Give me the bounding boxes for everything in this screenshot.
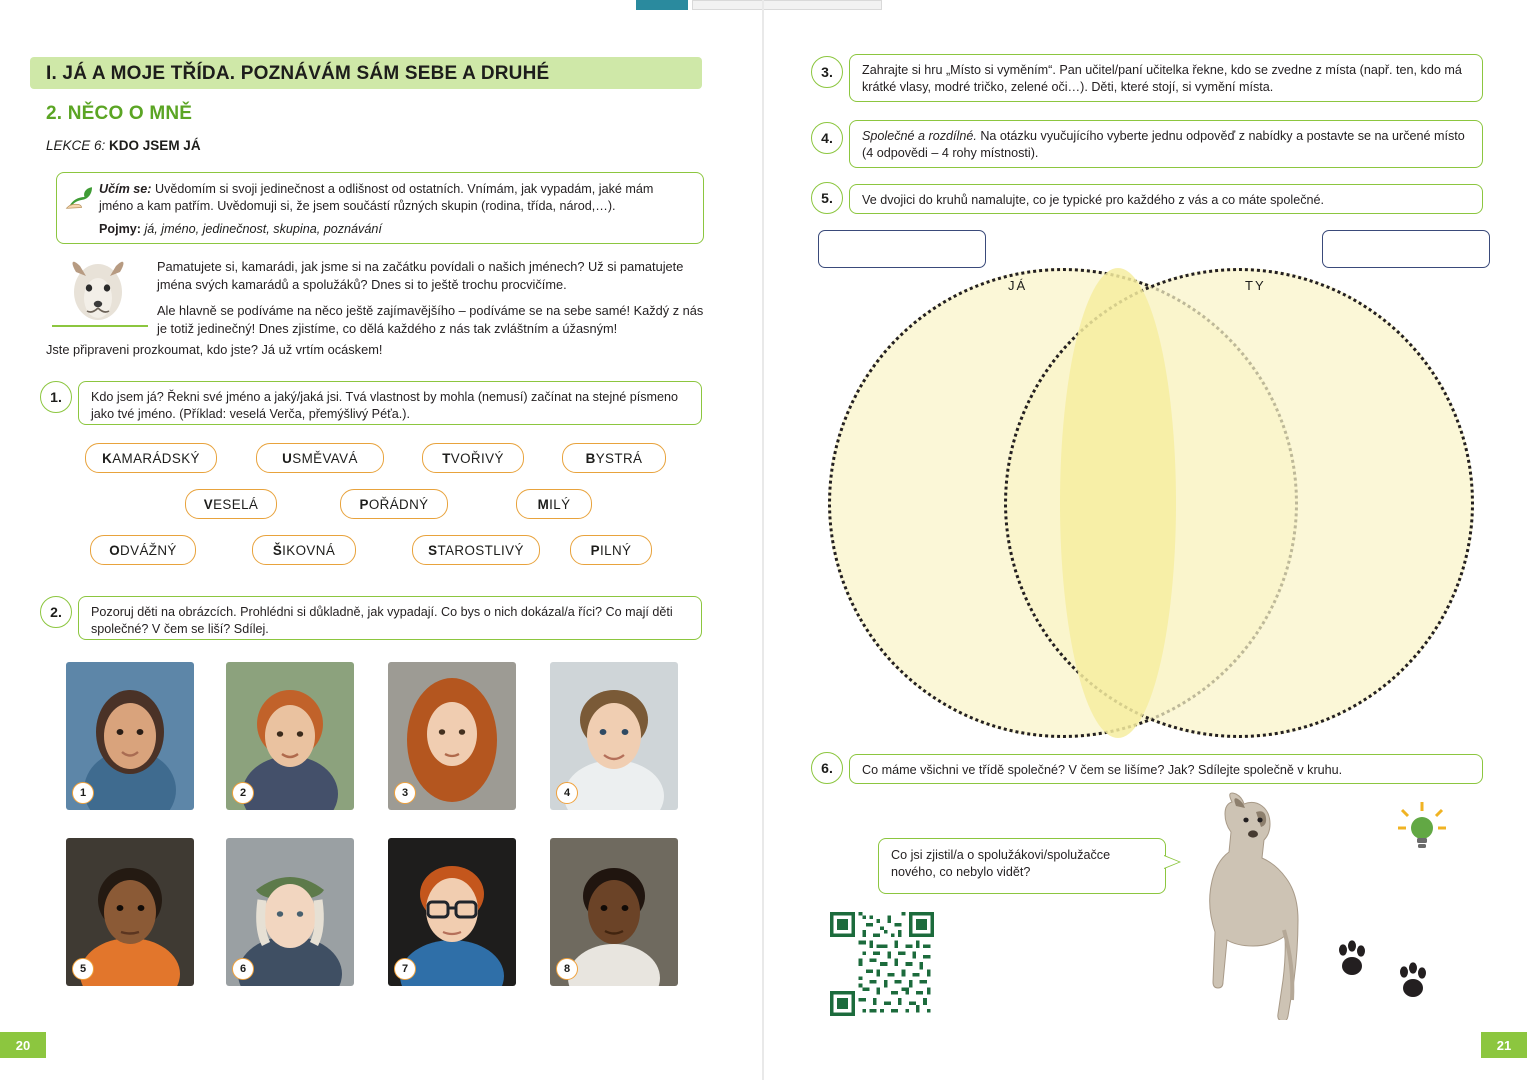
pojmy-line	[99, 222, 382, 236]
task-3-number: 3.	[811, 56, 843, 88]
bubble-text: Co jsi zjistil/a o spolužákovi/spolužačce nového, co nebylo vidět?	[891, 848, 1111, 879]
pill-rest: ILÝ	[549, 496, 571, 512]
photo-badge: 5	[72, 958, 94, 980]
word-pill-vesela[interactable]	[185, 489, 277, 519]
task-4-box	[849, 120, 1483, 168]
ucim-se-text: Uvědomím si svoji jedinečnost a odlišnost od ostatních. Vnímám, jak vypadám, jaké mám jméno a kam patřím. Uvědomuji si, že jsem součástí různých skupin (rodina, třída, národ,…).	[99, 182, 654, 213]
photo-badge: 3	[394, 782, 416, 804]
task-6-text: Co máme všichni ve třídě společné? V čem se lišíme? Jak? Sdílejte společně v kruhu.	[862, 763, 1343, 777]
child-photo-1[interactable]	[66, 662, 194, 810]
dog-mascot-icon	[56, 258, 140, 326]
pill-rest: AMARÁDSKÝ	[112, 450, 200, 466]
pill-initial: M	[537, 496, 550, 512]
venn-label-ja: JÁ	[1008, 278, 1028, 293]
word-pill-mily[interactable]	[516, 489, 592, 519]
word-pill-starostlivy[interactable]	[412, 535, 540, 565]
child-photo-8[interactable]	[550, 838, 678, 986]
pill-initial: P	[590, 542, 600, 558]
page-spine	[762, 0, 764, 1080]
page-number-right: 21	[1481, 1032, 1527, 1058]
venn-intersection	[1060, 268, 1176, 738]
task-1-box	[78, 381, 702, 425]
photo-badge: 1	[72, 782, 94, 804]
task-1-number: 1.	[40, 381, 72, 413]
venn-label-ty: TY	[1245, 278, 1266, 293]
pill-initial: O	[109, 542, 121, 558]
task-5-text: Ve dvojici do kruhů namalujte, co je typické pro každého z vás a co máte společné.	[862, 193, 1325, 207]
child-photo-5[interactable]	[66, 838, 194, 986]
photo-badge: 6	[232, 958, 254, 980]
child-photo-4[interactable]	[550, 662, 678, 810]
word-pill-poradny[interactable]	[340, 489, 448, 519]
task-2-number: 2.	[40, 596, 72, 628]
page-number-left: 20	[0, 1032, 46, 1058]
section-title: 2. NĚCO O MNĚ	[46, 103, 193, 124]
task-1-text: Kdo jsem já? Řekni své jméno a jaký/jaká jsi. Tvá vlastnost by mohla (nemusí) začínat na stejné písmeno jako tvé jméno. (Příklad: veselá Verča, přemýšlivý Péťa.).	[91, 390, 679, 421]
lesson-name: KDO JSEM JÁ	[109, 138, 201, 153]
lesson-prefix: LEKCE 6:	[46, 138, 106, 153]
chapter-title-band	[30, 57, 702, 89]
task-2-box	[78, 596, 702, 640]
pill-initial: U	[282, 450, 293, 466]
reflection-speech-bubble	[878, 838, 1166, 894]
pill-initial: S	[428, 542, 438, 558]
pill-initial: Š	[272, 542, 283, 558]
word-pill-usmevava[interactable]	[256, 443, 384, 473]
pojmy-text: já, jméno, jedinečnost, skupina, poznávání	[144, 222, 382, 236]
task-5-box	[849, 184, 1483, 214]
intro-paragraphs	[157, 258, 705, 347]
pill-rest: VOŘIVÝ	[450, 450, 504, 466]
pill-rest: TAROSTLIVÝ	[437, 542, 524, 558]
intro-p2: Ale hlavně se podíváme na něco ještě zajímavějšího – podíváme se na sebe samé! Každý z nás je totiž jedinečný! Dnes zjistíme, co dělá každého z nás tak zvláštním a úžasným!	[157, 303, 704, 336]
pill-rest: DVÁŽNÝ	[120, 542, 177, 558]
word-pill-tvorivy[interactable]	[422, 443, 524, 473]
task-6-box	[849, 754, 1483, 784]
pill-rest: IKOVNÁ	[282, 542, 336, 558]
pill-rest: ESELÁ	[213, 496, 259, 512]
child-photo-7[interactable]	[388, 838, 516, 986]
task-4-text: Na otázku vyučujícího vyberte jednu odpověď z nabídky a postavte se na určené místo (4 odpovědi – 4 rohy místnosti).	[862, 129, 1465, 160]
pill-rest: ILNÝ	[599, 542, 632, 558]
pill-initial: T	[442, 450, 451, 466]
word-pill-kamaradsky[interactable]	[85, 443, 217, 473]
venn-right-name-input[interactable]	[1322, 230, 1490, 268]
child-photo-3[interactable]	[388, 662, 516, 810]
venn-left-name-input[interactable]	[818, 230, 986, 268]
task-3-text: Zahrajte si hru „Místo si vyměním“. Pan učitel/paní učitelka řekne, kdo se zvedne z místa (např. ten, kdo má krátké vlasy, modré tričko, zelené oči…). Děti, které stojí, si vymění místa.	[862, 63, 1462, 94]
task-4-number: 4.	[811, 122, 843, 154]
idea-bulb-icon	[1395, 800, 1449, 854]
task-4-lead: Společné a rozdílné.	[862, 129, 977, 143]
left-page	[0, 0, 760, 1080]
photo-badge: 8	[556, 958, 578, 980]
task-3-box	[849, 54, 1483, 102]
dog-underline	[52, 325, 148, 327]
word-pill-sikovna[interactable]	[252, 535, 356, 565]
leaf-hand-icon	[65, 183, 95, 211]
pill-rest: SMĚVAVÁ	[292, 450, 358, 466]
intro-p3: Jste připraveni prozkoumat, kdo jste? Já už vrtím ocáskem!	[46, 342, 383, 357]
pojmy-label: Pojmy:	[99, 222, 141, 236]
word-pill-pilny[interactable]	[570, 535, 652, 565]
ucim-se-label: Učím se:	[99, 182, 152, 196]
pill-rest: YSTRÁ	[595, 450, 643, 466]
pill-initial: P	[359, 496, 369, 512]
task-5-number: 5.	[811, 182, 843, 214]
pill-initial: V	[203, 496, 214, 512]
photo-badge: 4	[556, 782, 578, 804]
word-pill-bystra[interactable]	[562, 443, 666, 473]
pill-rest: OŘÁDNÝ	[368, 496, 429, 512]
photo-badge: 2	[232, 782, 254, 804]
qr-code[interactable]	[830, 912, 934, 1016]
paw-print-icon	[1396, 962, 1432, 1002]
word-pill-odvazny[interactable]	[90, 535, 196, 565]
pill-initial: K	[102, 450, 113, 466]
photo-badge: 7	[394, 958, 416, 980]
chapter-title: I. JÁ A MOJE TŘÍDA. POZNÁVÁM SÁM SEBE A DRUHÉ	[46, 63, 550, 84]
pill-initial: B	[585, 450, 596, 466]
paw-print-icon	[1335, 940, 1371, 980]
lesson-line	[46, 138, 201, 153]
child-photo-2[interactable]	[226, 662, 354, 810]
task-2-text: Pozoruj děti na obrázcích. Prohlédni si důkladně, jak vypadají. Co bys o nich dokázal/a říci? Co mají děti společné? V čem se liší? Sdílej.	[91, 605, 673, 636]
learning-objectives-box	[56, 172, 704, 244]
child-photo-6[interactable]	[226, 838, 354, 986]
learning-objectives-text	[99, 181, 691, 214]
intro-p1: Pamatujete si, kamarádi, jak jsme si na začátku povídali o našich jménech? Už si pamatujete jména svých kamarádů a spolužáků? Dnes si to ještě trochu procvičíme.	[157, 259, 684, 292]
greyhound-photo	[1180, 790, 1330, 1020]
task-6-number: 6.	[811, 752, 843, 784]
